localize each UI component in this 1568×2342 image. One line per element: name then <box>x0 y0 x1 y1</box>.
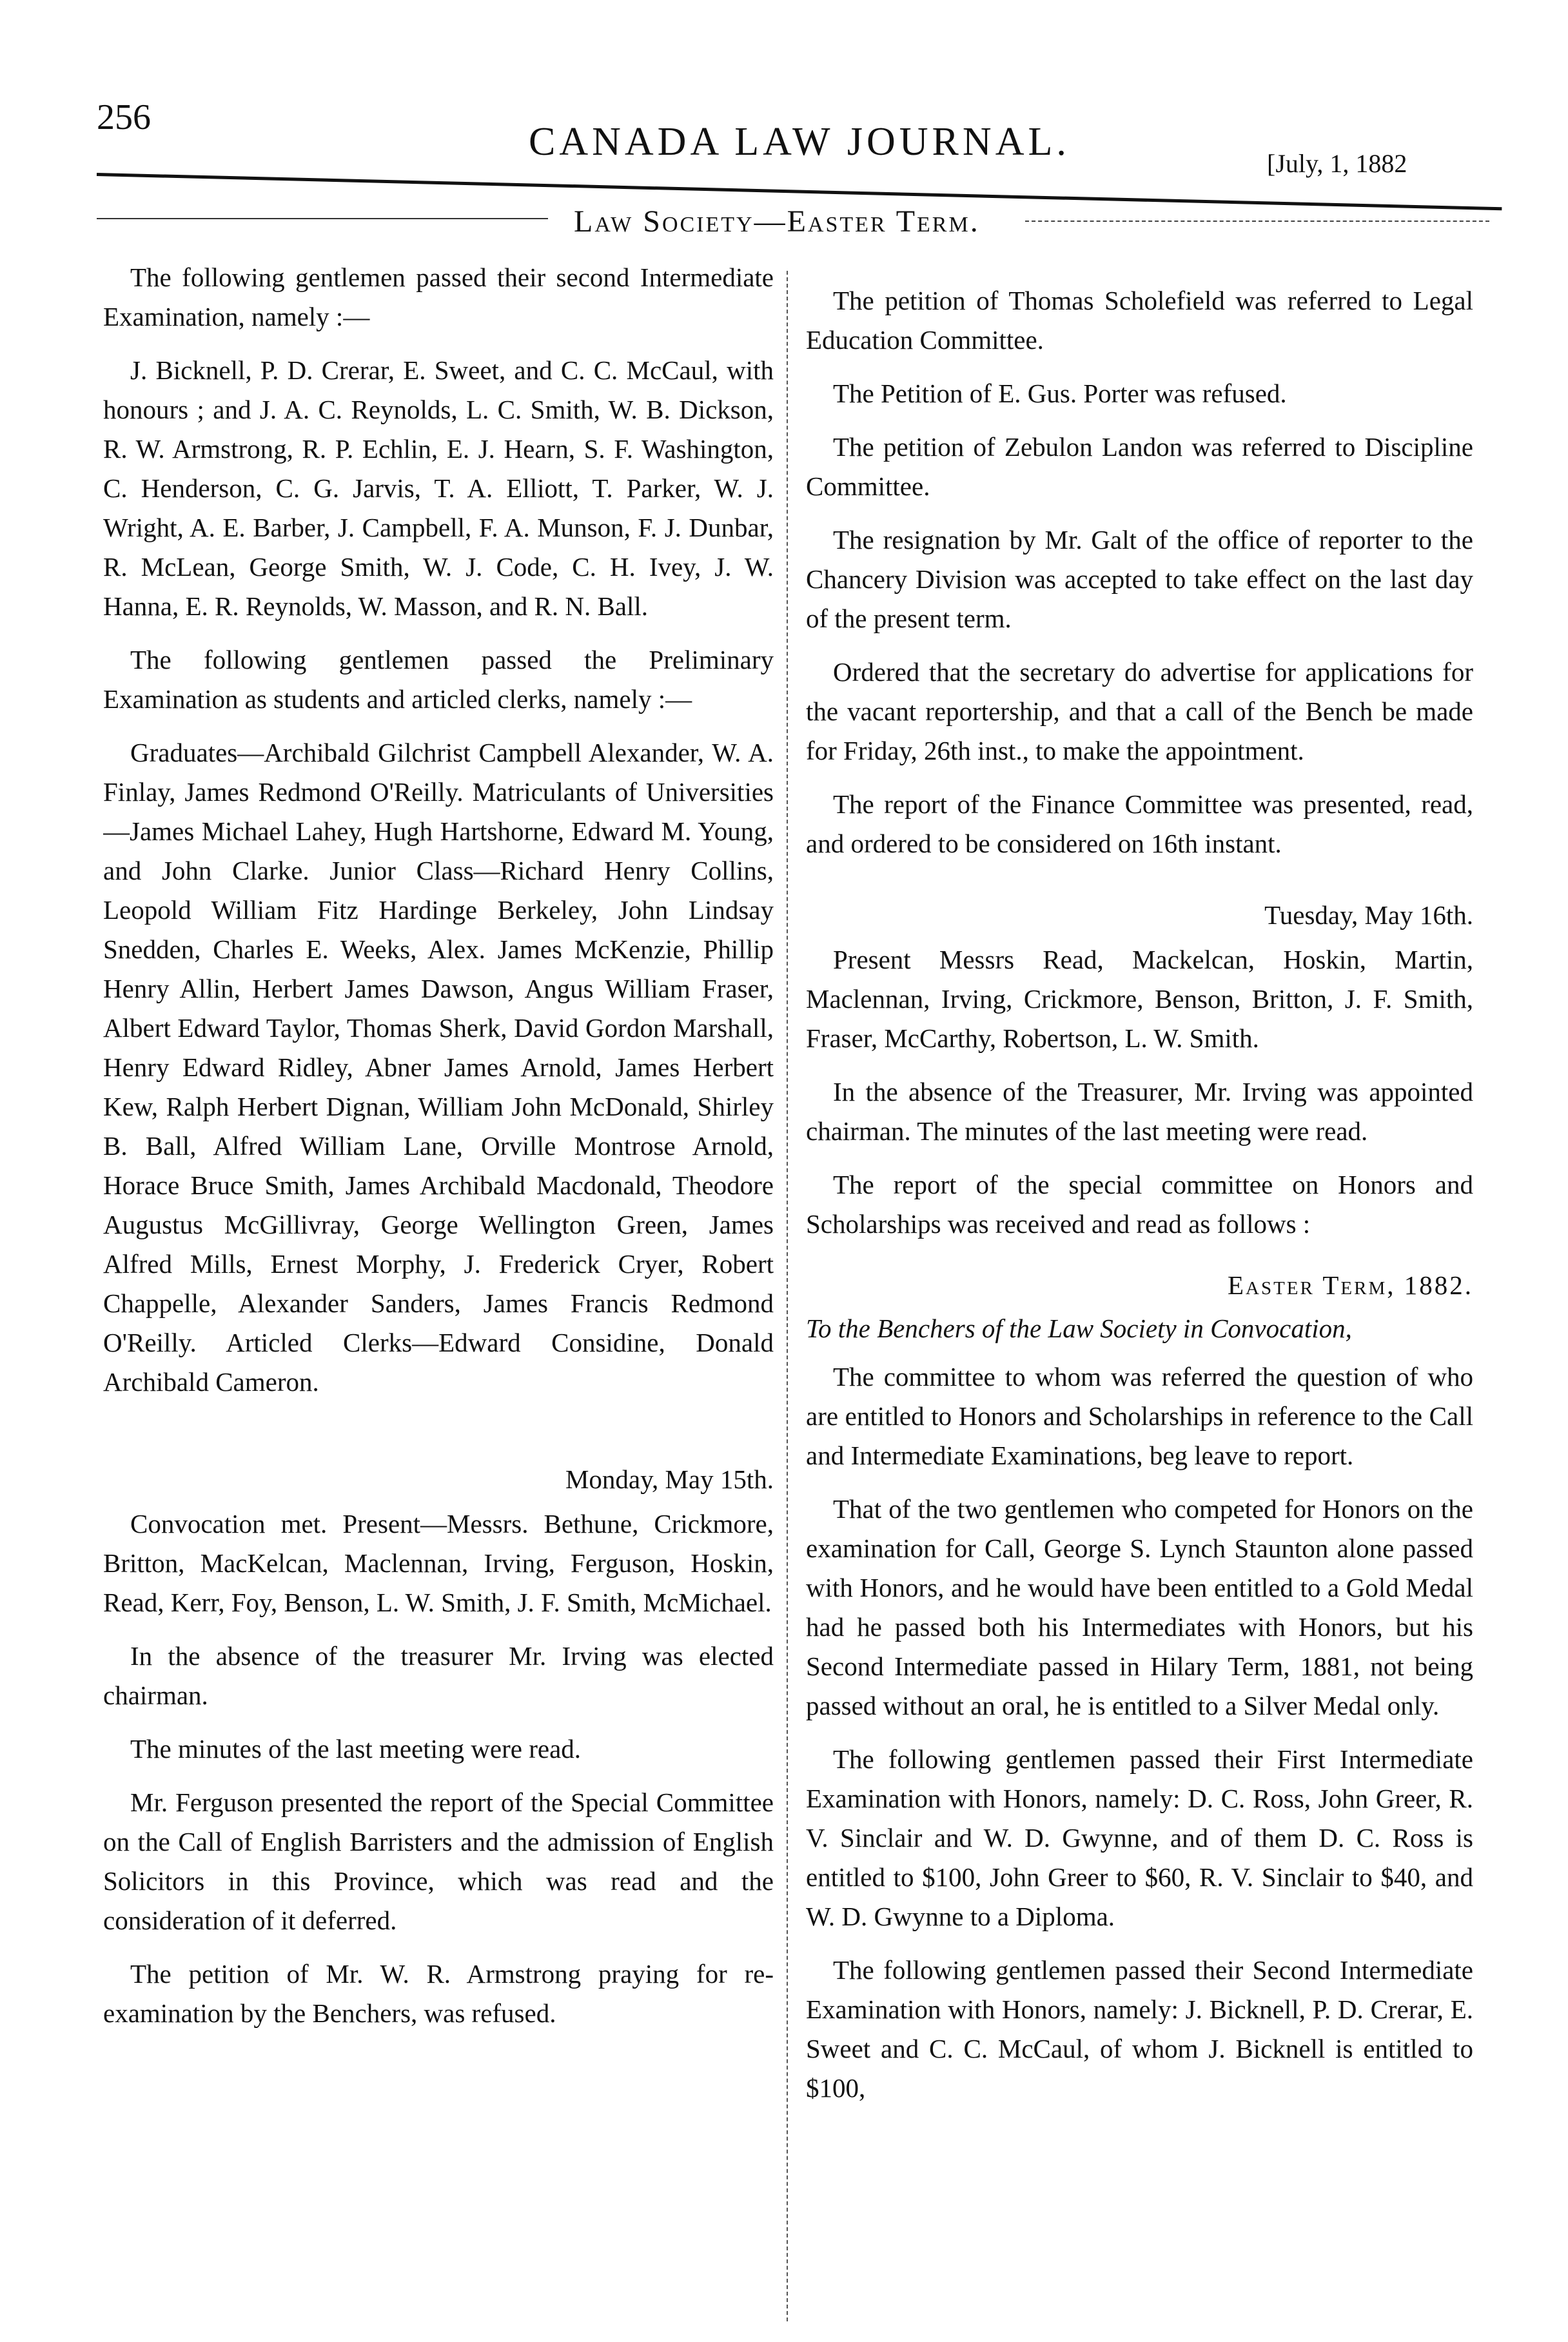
dateline: Tuesday, May 16th. <box>1264 900 1473 930</box>
section-title: Law Society—Easter Term. <box>574 204 980 239</box>
paragraph: Ordered that the secretary do advertise for applications for the vacant reportership, and that a call of the Bench be made for Friday, 26th inst., to make the appointment. <box>806 657 1473 765</box>
paragraph: The petition of Mr. W. R. Armstrong praying for re-examination by the Benchers, was refused. <box>103 1959 774 2028</box>
paragraph: The following gentlemen passed their Second Intermediate Examination with Honors, namely: J. Bicknell, P. D. Crerar, E. Sweet and C. C. McCaul, of whom J. Bicknell is entitled to $100, <box>806 1955 1473 2103</box>
paragraph: The Petition of E. Gus. Porter was refused. <box>833 379 1287 408</box>
term-heading: Easter Term, 1882. <box>1227 1270 1473 1300</box>
paragraph: Mr. Ferguson presented the report of the Special Committee on the Call of English Barristers and the admission of English Solicitors in this Province, which was read and the consideration of it deferred. <box>103 1787 774 1935</box>
paragraph: In the absence of the Treasurer, Mr. Irving was appointed chairman. The minutes of the last meeting were read. <box>806 1077 1473 1146</box>
paragraph: That of the two gentlemen who competed for Honors on the examination for Call, George S. Lynch Staunton alone passed with Honors, and he would have been entitled to a Gold Medal had he passed both his Intermediates with Honors, but his Second Intermediate passed in Hilary Term, 1881, not being passed without an oral, he is entitled to a Silver Medal only. <box>806 1494 1473 1720</box>
right-column <box>806 258 1473 2321</box>
dateline: Monday, May 15th. <box>565 1464 774 1494</box>
paragraph: The resignation by Mr. Galt of the office of reporter to the Chancery Division was accepted to take effect on the last day of the present term. <box>806 525 1473 633</box>
paragraph: The following gentlemen passed the Preliminary Examination as students and articled clerks, namely :— <box>103 645 774 714</box>
paragraph: J. Bicknell, P. D. Crerar, E. Sweet, and C. C. McCaul, with honours ; and J. A. C. Reynolds, L. C. Smith, W. B. Dickson, R. W. Armstrong, R. P. Echlin, E. J. Hearn, S. F. Washington, C. Henderson, C. G. Jarvis, T. A. Elliott, T. Parker, W. J. Wright, A. E. Barber, J. Campbell, F. A. Munson, F. J. Dunbar, R. McLean, George Smith, W. J. Code, C. H. Ivey, J. W. Hanna, E. R. Reynolds, W. Masson, and R. N. Ball. <box>103 355 774 621</box>
page-number: 256 <box>97 97 151 137</box>
paragraph: The report of the special committee on Honors and Scholarships was received and read as follows : <box>806 1170 1473 1239</box>
paragraph: Present Messrs Read, Mackelcan, Hoskin, Martin, Maclennan, Irving, Crickmore, Benson, Britton, J. F. Smith, Fraser, McCarthy, Robertson, L. W. Smith. <box>806 945 1473 1053</box>
left-column <box>103 258 774 2321</box>
paragraph: The petition of Zebulon Landon was referred to Discipline Committee. <box>806 432 1473 501</box>
address-line: To the Benchers of the Law Society in Convocation, <box>806 1314 1352 1343</box>
paragraph: The following gentlemen passed their First Intermediate Examination with Honors, namely: D. C. Ross, John Greer, R. V. Sinclair and W. D. Gwynne, and of them D. C. Ross is entitled to $100, John Greer to $60, R. V. Sinclair to $40, and W. D. Gwynne to a Diploma. <box>806 1744 1473 1931</box>
paragraph: The committee to whom was referred the question of who are entitled to Honors and Scholarships in reference to the Call and Intermediate Examinations, beg leave to report. <box>806 1362 1473 1470</box>
paragraph: The petition of Thomas Scholefield was referred to Legal Education Committee. <box>806 286 1473 355</box>
page-header <box>0 0 1568 271</box>
journal-title: CANADA LAW JOURNAL. <box>529 120 1070 164</box>
issue-date: [July, 1, 1882 <box>1267 149 1407 178</box>
section-rule-left <box>97 218 548 219</box>
paragraph: Graduates—Archibald Gilchrist Campbell Alexander, W. A. Finlay, James Redmond O'Reilly. Matriculants of Universities—James Michael Lahey, Hugh Hartshorne, Edward M. Young, and John Clarke. Junior Class—Richard Henry Collins, Leopold William Fitz Hardinge Berkeley, John Lindsay Snedden, Charles E. Weeks, Alex. James McKenzie, Phillip Henry Allin, Herbert James Dawson, Angus William Fraser, Albert Edward Taylor, Thomas Sherk, David Gordon Marshall, Henry Edward Ridley, Abner James Arnold, James Herbert Kew, Ralph Herbert Dignan, William John McDonald, Shirley B. Ball, Alfred William Lane, Orville Montrose Arnold, Horace Bruce Smith, James Archibald Macdonald, Theodore Augustus McGillivray, George Wellington Green, James Alfred Mills, Ernest Morphy, J. Frederick Cryer, Robert Chappelle, Alexander Sanders, James Francis Redmond O'Reilly. Articled Clerks—Edward Considine, Donald Archibald Cameron. <box>103 738 774 1397</box>
paragraph: The minutes of the last meeting were read. <box>130 1734 582 1764</box>
paragraph: The following gentlemen passed their second Intermediate Examination, namely :— <box>103 262 774 331</box>
section-rule-right <box>1025 221 1489 222</box>
column-divider <box>787 271 788 2321</box>
paragraph: In the absence of the treasurer Mr. Irving was elected chairman. <box>103 1641 774 1710</box>
paragraph: Convocation met. Present—Messrs. Bethune, Crickmore, Britton, MacKelcan, Maclennan, Irving, Ferguson, Hoskin, Read, Kerr, Foy, Benson, L. W. Smith, J. F. Smith, McMichael. <box>103 1509 774 1617</box>
paragraph: The report of the Finance Committee was presented, read, and ordered to be considered on 16th instant. <box>806 789 1473 858</box>
